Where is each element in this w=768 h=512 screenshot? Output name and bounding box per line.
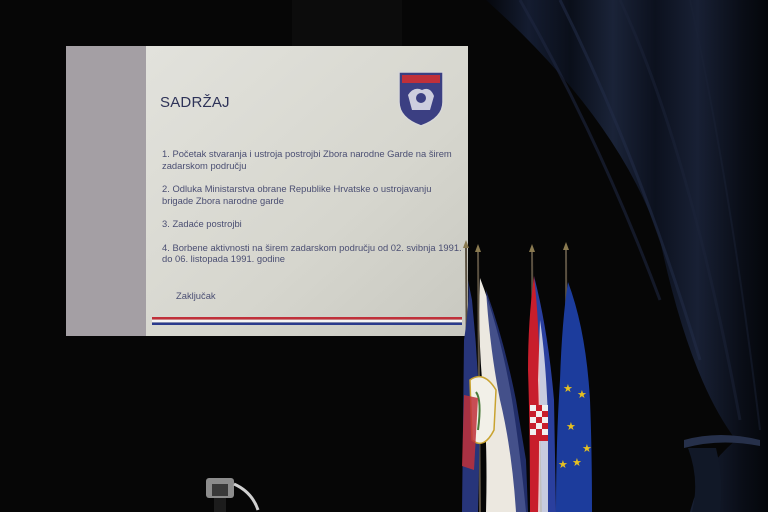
svg-text:★: ★ <box>566 420 576 433</box>
item-number: 1. <box>162 148 170 159</box>
item-text: Odluka Ministarstva obrane Republike Hrvatske o ustrojavanju brigade Zbora narodne garde <box>162 183 432 206</box>
svg-text:★: ★ <box>563 382 573 395</box>
item-number: 2. <box>162 183 170 194</box>
slide-item <box>162 218 462 230</box>
slide-item-list <box>162 148 462 277</box>
item-text: Borbene aktivnosti na širem zadarskom području od 02. svibnja 1991. do 06. listopada 1991. godine <box>162 241 462 264</box>
svg-text:★: ★ <box>577 388 587 401</box>
svg-text:★: ★ <box>572 456 582 469</box>
item-text: Početak stvaranja i ustroja postrojbi Zbora narodne Garde na širem zadarskom području <box>162 148 452 171</box>
slide-title: SADRŽAJ <box>160 94 230 111</box>
item-number: 4. <box>162 241 170 253</box>
slide-conclusion: Zaključak <box>176 290 216 301</box>
svg-text:★: ★ <box>558 458 568 471</box>
slide-item <box>162 242 462 265</box>
item-text: Zadaće postrojbi <box>172 218 242 229</box>
item-number: 3. <box>162 218 170 229</box>
slide-content <box>146 60 464 330</box>
slide-item <box>162 183 462 206</box>
svg-text:★: ★ <box>582 442 592 455</box>
slide-item <box>162 148 462 171</box>
